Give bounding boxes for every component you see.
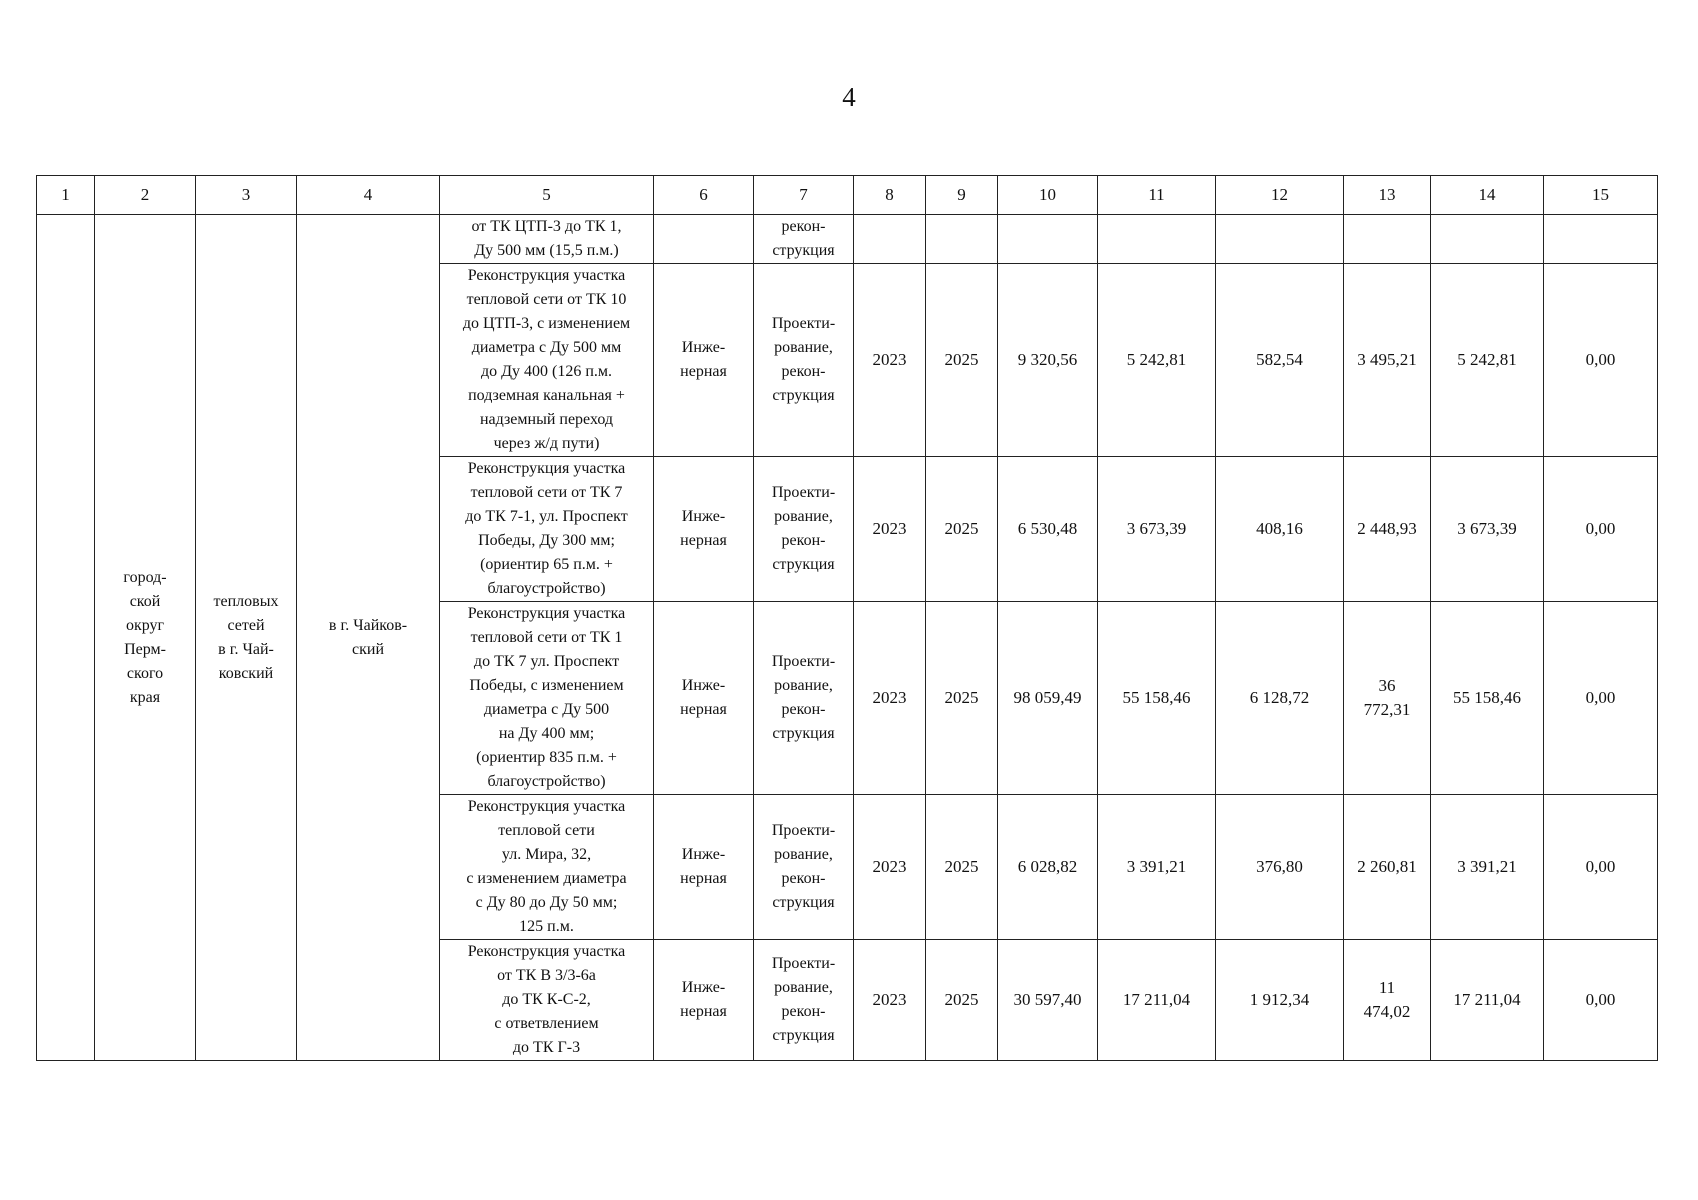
cell-location-line: в г. Чайков-	[328, 616, 408, 634]
cell-work-type-line: рование,	[774, 508, 833, 525]
cell-index	[37, 215, 95, 1061]
column-number-2: 2	[95, 176, 196, 215]
cell-start-year: 2023	[854, 602, 926, 795]
cell-infrastructure-type	[654, 264, 754, 457]
cell-description	[440, 457, 654, 602]
cell-municipality	[95, 215, 196, 1061]
cell-work-type-line: рекон-	[781, 870, 826, 887]
cell-amount-12	[1216, 215, 1344, 264]
cell-amount-15: 0,00	[1544, 602, 1658, 795]
column-number-14: 14	[1431, 176, 1544, 215]
cell-description-line: тепловой сети	[498, 822, 595, 839]
cell-description-line: Реконструкция участка	[467, 605, 626, 622]
cell-amount-14: 55 158,46	[1431, 602, 1544, 795]
cell-description-line: Реконструкция участка	[467, 267, 626, 284]
cell-amount-15: 0,00	[1544, 264, 1658, 457]
cell-infrastructure-type-line: нерная	[680, 870, 727, 887]
cell-description-line: до ТК 7 ул. Проспект	[473, 653, 620, 670]
cell-infrastructure-type	[654, 940, 754, 1061]
column-number-7: 7	[754, 176, 854, 215]
cell-end-year: 2025	[926, 602, 998, 795]
cell-end-year: 2025	[926, 795, 998, 940]
cell-end-year	[926, 215, 998, 264]
cell-amount-13-line: 474,02	[1363, 1002, 1411, 1021]
cell-amount-13	[1344, 602, 1431, 795]
page-number: 4	[842, 82, 856, 112]
cell-infrastructure-type-line: нерная	[680, 701, 727, 718]
cell-amount-13-line: 3 495,21	[1357, 350, 1417, 369]
cell-description	[440, 215, 654, 264]
cell-description-line: до Ду 400 (126 п.м.	[480, 363, 613, 380]
cell-infrastructure-type	[654, 602, 754, 795]
cell-work-type-line: рекон-	[781, 532, 826, 549]
column-number-1: 1	[37, 176, 95, 215]
cell-description-line: от ТК ЦТП-3 до ТК 1,	[471, 218, 622, 235]
cell-description-line: с Ду 80 до Ду 50 мм;	[475, 894, 618, 911]
cell-location-line: ский	[352, 640, 384, 658]
cell-work-type	[754, 457, 854, 602]
cell-amount-15: 0,00	[1544, 940, 1658, 1061]
cell-end-year: 2025	[926, 264, 998, 457]
column-number-12: 12	[1216, 176, 1344, 215]
cell-description-line: тепловой сети от ТК 1	[470, 629, 623, 646]
cell-amount-11: 55 158,46	[1098, 602, 1216, 795]
cell-description	[440, 795, 654, 940]
cell-description-line: с ответвлением	[494, 1015, 599, 1032]
cell-amount-14	[1431, 215, 1544, 264]
cell-work-type-line: струкция	[772, 1027, 835, 1044]
cell-work-type	[754, 602, 854, 795]
cell-object	[196, 215, 297, 1061]
column-number-5: 5	[440, 176, 654, 215]
cell-infrastructure-type-line: нерная	[680, 363, 727, 380]
cell-end-year: 2025	[926, 457, 998, 602]
cell-municipality-line: город-	[123, 568, 167, 586]
cell-object-line: в г. Чай-	[218, 640, 274, 658]
cell-description-line: Реконструкция участка	[467, 460, 626, 477]
cell-start-year: 2023	[854, 795, 926, 940]
cell-amount-13-line: 11	[1378, 978, 1396, 997]
cell-total-cost	[998, 215, 1098, 264]
cell-infrastructure-type-line: Инже-	[681, 677, 726, 694]
cell-location	[297, 215, 440, 1061]
cell-description-line: диаметра с Ду 500	[483, 701, 610, 718]
cell-amount-13	[1344, 795, 1431, 940]
column-number-row	[37, 176, 1658, 215]
cell-description-line: через ж/д пути)	[493, 435, 600, 452]
cell-municipality-line: округ	[125, 616, 165, 634]
cell-description-line: благоустройство)	[487, 580, 606, 597]
cell-description-line: 125 п.м.	[519, 918, 574, 935]
cell-amount-13	[1344, 215, 1431, 264]
cell-infrastructure-type	[654, 795, 754, 940]
cell-amount-12: 376,80	[1216, 795, 1344, 940]
column-number-13: 13	[1344, 176, 1431, 215]
investment-table	[36, 175, 1658, 1061]
column-number-3: 3	[196, 176, 297, 215]
cell-work-type-line: рекон-	[781, 218, 826, 235]
cell-work-type	[754, 940, 854, 1061]
cell-amount-11	[1098, 215, 1216, 264]
cell-work-type	[754, 264, 854, 457]
cell-infrastructure-type-line: нерная	[680, 1003, 727, 1020]
cell-description-line: на Ду 400 мм;	[498, 725, 595, 742]
cell-infrastructure-type	[654, 457, 754, 602]
cell-infrastructure-type	[654, 215, 754, 264]
cell-object-line: ковский	[218, 664, 274, 682]
cell-description-line: тепловой сети от ТК 7	[470, 484, 623, 501]
cell-description-line: Реконструкция участка	[467, 798, 626, 815]
cell-work-type	[754, 795, 854, 940]
cell-description-line: Победы, с изменением	[469, 677, 624, 694]
cell-description-line: диаметра с Ду 500 мм	[471, 339, 622, 356]
cell-work-type-line: струкция	[772, 894, 835, 911]
cell-amount-11: 3 673,39	[1098, 457, 1216, 602]
cell-amount-12: 1 912,34	[1216, 940, 1344, 1061]
cell-description	[440, 940, 654, 1061]
cell-amount-13-line: 2 260,81	[1357, 857, 1417, 876]
cell-amount-15: 0,00	[1544, 457, 1658, 602]
cell-amount-12: 582,54	[1216, 264, 1344, 457]
cell-infrastructure-type-line: нерная	[680, 532, 727, 549]
table-row	[37, 215, 1658, 264]
column-number-6: 6	[654, 176, 754, 215]
cell-work-type-line: Проекти-	[771, 484, 836, 501]
cell-work-type-line: Проекти-	[771, 653, 836, 670]
cell-description-line: тепловой сети от ТК 10	[466, 291, 627, 308]
cell-description-line: (ориентир 835 п.м. +	[476, 749, 617, 766]
cell-description-line: подземная канальная +	[468, 387, 625, 404]
cell-amount-13	[1344, 940, 1431, 1061]
cell-description-line: до ТК К-С-2,	[502, 991, 591, 1008]
cell-description-line: Победы, Ду 300 мм;	[478, 532, 615, 549]
cell-work-type-line: Проекти-	[771, 315, 836, 332]
column-number-4: 4	[297, 176, 440, 215]
column-number-15: 15	[1544, 176, 1658, 215]
cell-amount-11: 3 391,21	[1098, 795, 1216, 940]
cell-total-cost: 30 597,40	[998, 940, 1098, 1061]
cell-object-line: тепловых	[213, 592, 279, 610]
cell-infrastructure-type-line: Инже-	[681, 339, 726, 356]
cell-description-line: до ЦТП-3, с изменением	[462, 315, 631, 332]
cell-work-type	[754, 215, 854, 264]
cell-amount-12: 408,16	[1216, 457, 1344, 602]
cell-amount-14: 3 673,39	[1431, 457, 1544, 602]
cell-work-type-line: Проекти-	[771, 822, 836, 839]
cell-amount-11: 17 211,04	[1098, 940, 1216, 1061]
cell-municipality-line: Перм-	[124, 640, 166, 658]
cell-work-type-line: рекон-	[781, 1003, 826, 1020]
column-number-9: 9	[926, 176, 998, 215]
cell-start-year: 2023	[854, 264, 926, 457]
cell-description-line: Ду 500 мм (15,5 п.м.)	[474, 242, 619, 259]
cell-total-cost: 9 320,56	[998, 264, 1098, 457]
cell-amount-14: 17 211,04	[1431, 940, 1544, 1061]
cell-municipality-line: ской	[129, 592, 161, 610]
cell-description	[440, 602, 654, 795]
cell-object-line: сетей	[227, 616, 265, 634]
cell-total-cost: 6 028,82	[998, 795, 1098, 940]
cell-amount-13	[1344, 457, 1431, 602]
cell-municipality-line: края	[129, 688, 161, 706]
cell-start-year: 2023	[854, 940, 926, 1061]
column-number-8: 8	[854, 176, 926, 215]
cell-work-type-line: рование,	[774, 677, 833, 694]
cell-work-type-line: струкция	[772, 387, 835, 404]
cell-amount-13-line: 36	[1378, 676, 1396, 695]
cell-description-line: (ориентир 65 п.м. +	[480, 556, 613, 573]
cell-description	[440, 264, 654, 457]
cell-start-year: 2023	[854, 457, 926, 602]
cell-work-type-line: Проекти-	[771, 955, 836, 972]
cell-description-line: надземный переход	[479, 411, 614, 428]
cell-amount-11: 5 242,81	[1098, 264, 1216, 457]
cell-infrastructure-type-line: Инже-	[681, 979, 726, 996]
cell-amount-15: 0,00	[1544, 795, 1658, 940]
cell-description-line: до ТК Г-3	[512, 1039, 581, 1056]
cell-amount-13	[1344, 264, 1431, 457]
cell-amount-14: 3 391,21	[1431, 795, 1544, 940]
cell-work-type-line: струкция	[772, 242, 835, 259]
cell-work-type-line: рование,	[774, 846, 833, 863]
cell-amount-13-line: 772,31	[1363, 700, 1411, 719]
cell-work-type-line: рекон-	[781, 701, 826, 718]
cell-work-type-line: рекон-	[781, 363, 826, 380]
cell-amount-15	[1544, 215, 1658, 264]
cell-description-line: с изменением диаметра	[466, 870, 627, 887]
cell-work-type-line: струкция	[772, 725, 835, 742]
cell-total-cost: 98 059,49	[998, 602, 1098, 795]
cell-description-line: от ТК В 3/3-6а	[497, 967, 596, 984]
cell-municipality-line: ского	[126, 664, 164, 682]
cell-description-line: благоустройство)	[487, 773, 606, 790]
cell-total-cost: 6 530,48	[998, 457, 1098, 602]
cell-infrastructure-type-line: Инже-	[681, 846, 726, 863]
cell-amount-13-line: 2 448,93	[1357, 519, 1417, 538]
column-number-10: 10	[998, 176, 1098, 215]
cell-amount-14: 5 242,81	[1431, 264, 1544, 457]
cell-amount-12: 6 128,72	[1216, 602, 1344, 795]
cell-description-line: до ТК 7-1, ул. Проспект	[465, 508, 628, 525]
cell-work-type-line: рование,	[774, 339, 833, 356]
cell-end-year: 2025	[926, 940, 998, 1061]
cell-work-type-line: рование,	[774, 979, 833, 996]
cell-infrastructure-type-line: Инже-	[681, 508, 726, 525]
cell-description-line: ул. Мира, 32,	[501, 846, 592, 863]
column-number-11: 11	[1098, 176, 1216, 215]
cell-description-line: Реконструкция участка	[467, 943, 626, 960]
cell-start-year	[854, 215, 926, 264]
cell-work-type-line: струкция	[772, 556, 835, 573]
